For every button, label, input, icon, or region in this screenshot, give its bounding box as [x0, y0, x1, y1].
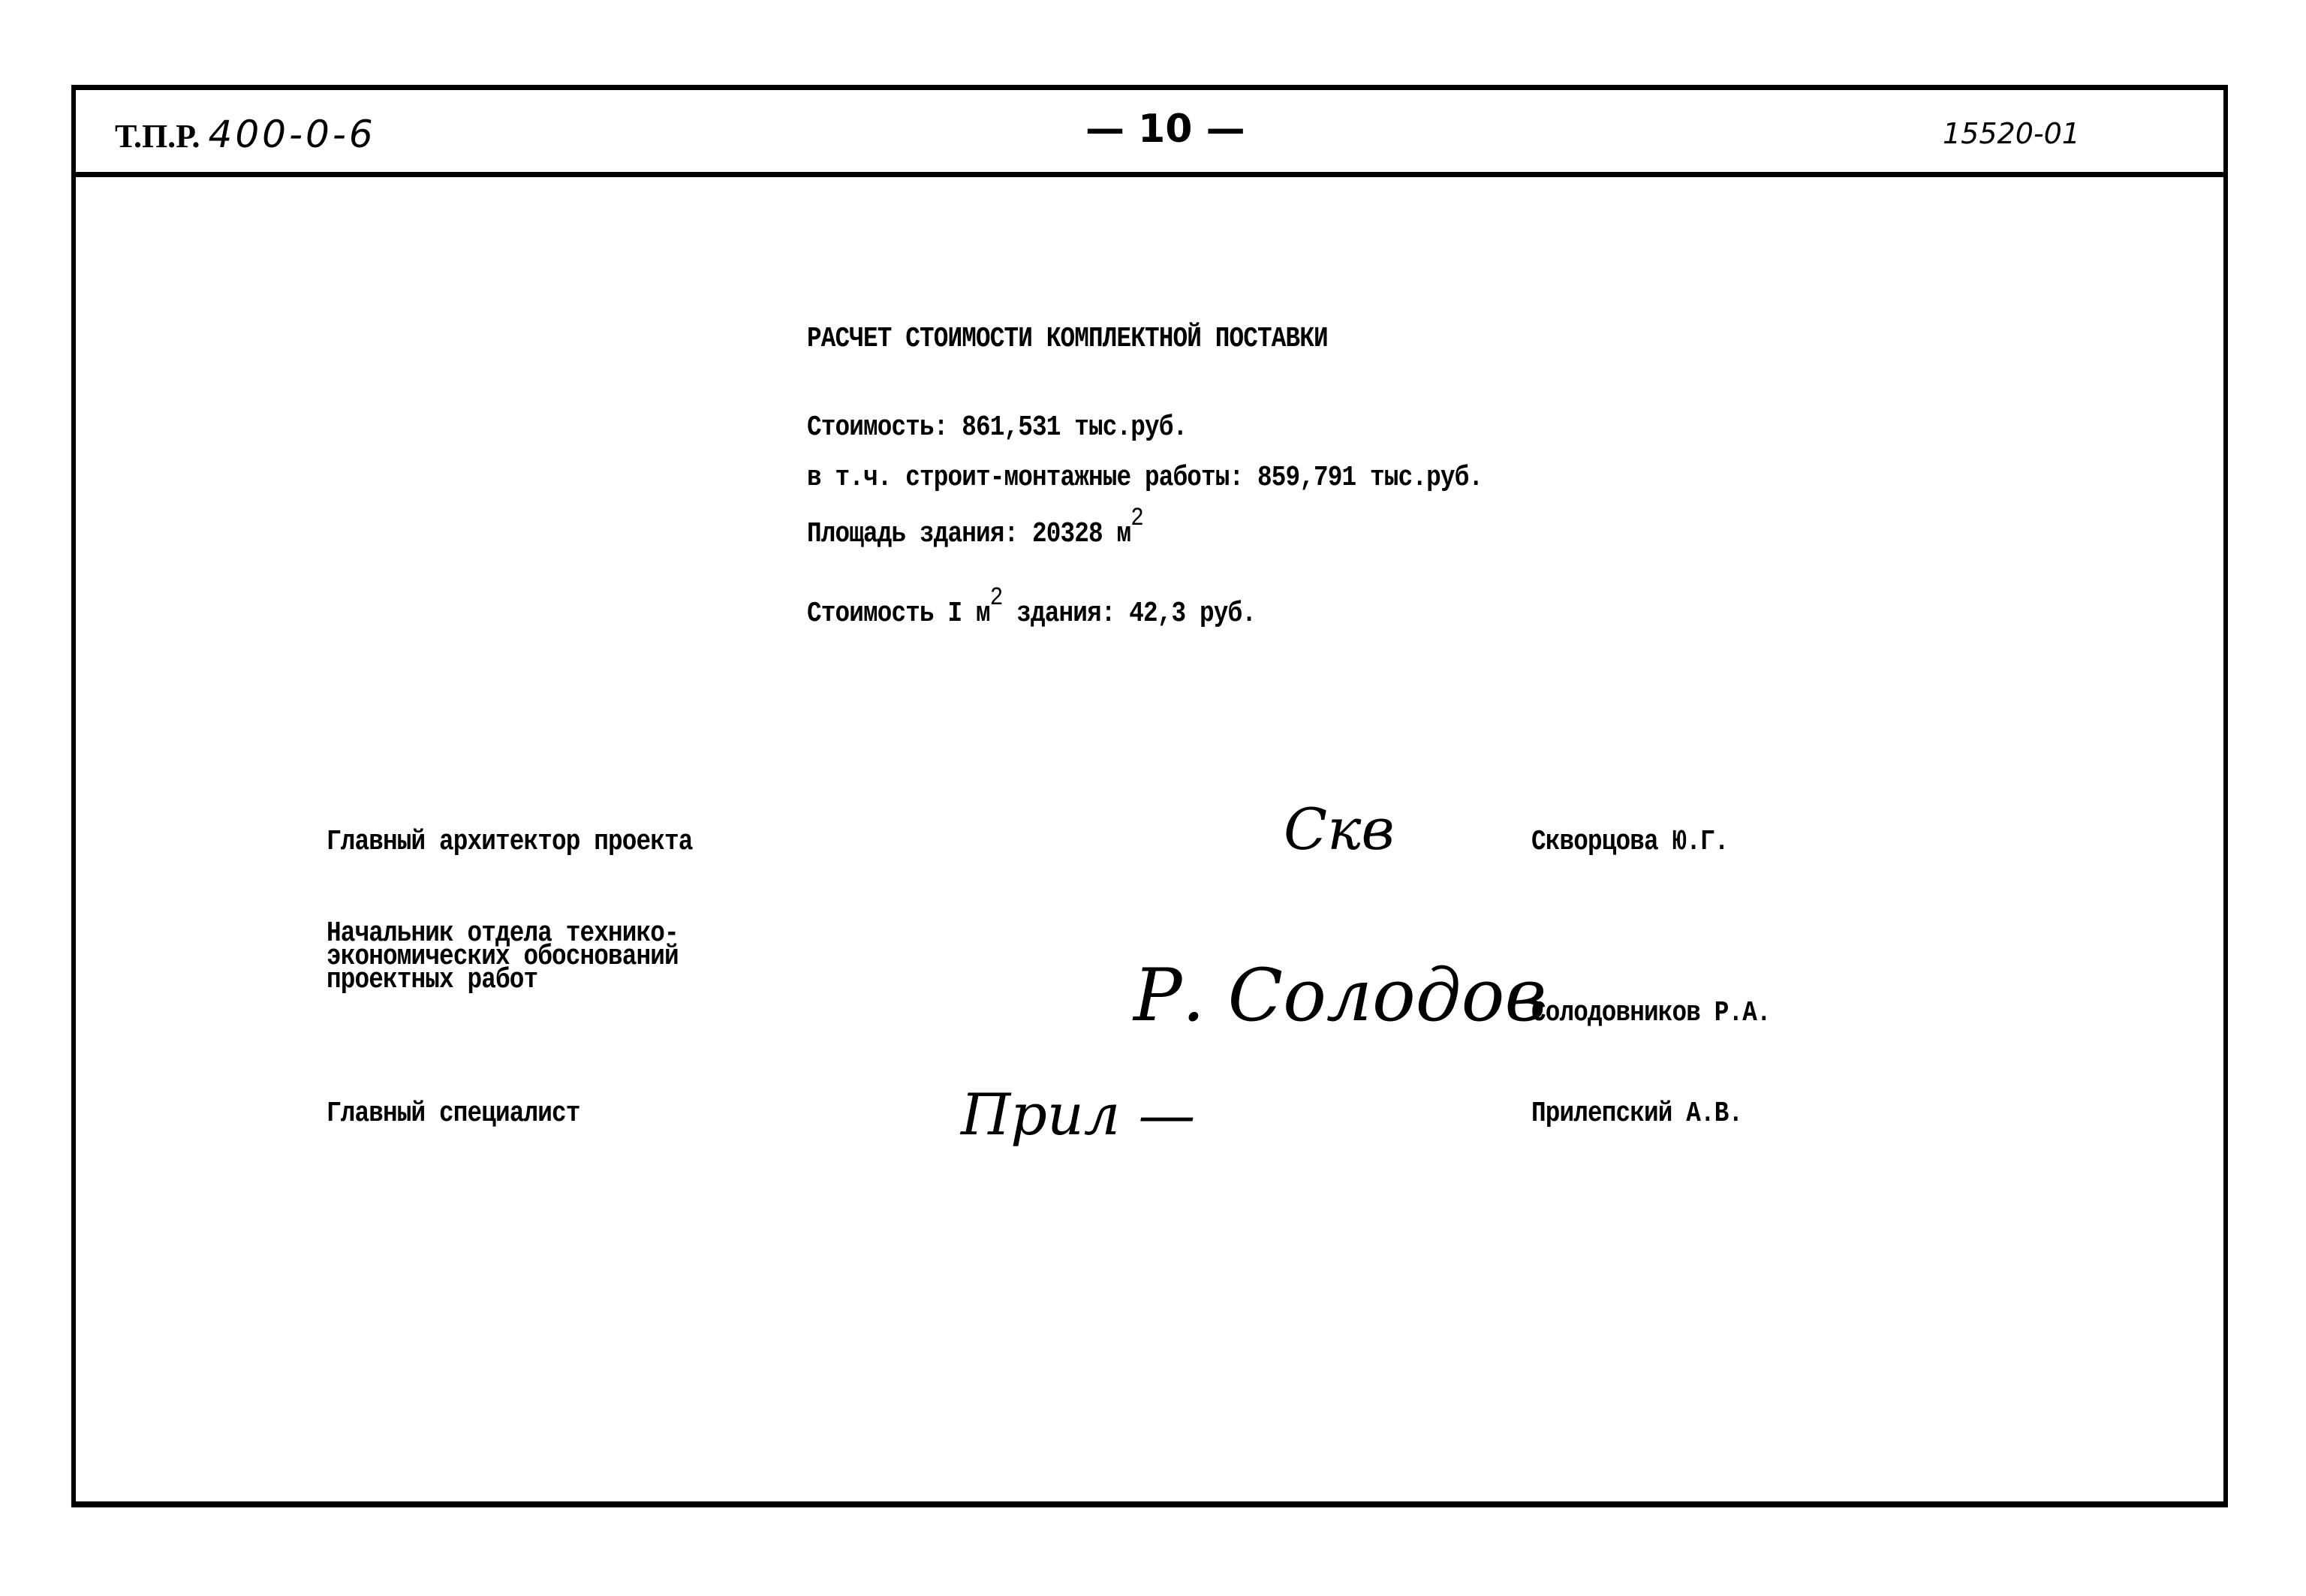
title-block-header: [76, 90, 2223, 177]
building-area-value: 20328 м: [1032, 518, 1131, 550]
sheet-code: 15520-01: [1943, 117, 2080, 150]
signature-2: Р. Солодов: [1133, 953, 1547, 1037]
unit-cost-line: [807, 584, 1256, 630]
signatory-name-2: Солодовников Р.А.: [1531, 997, 1771, 1029]
total-cost-line: [807, 411, 1187, 444]
signatory-position-3: Главный специалист: [327, 1098, 580, 1130]
unit-cost-label-b: здания:: [1016, 598, 1115, 630]
signatory-position-2: [327, 917, 679, 996]
document-title: РАСЧЕТ СТОИМОСТИ КОМПЛЕКТНОЙ ПОСТАВКИ: [807, 323, 1328, 355]
area-superscript: 2: [1130, 504, 1143, 533]
document-prefix: Т.П.Р.: [115, 118, 200, 155]
construction-cost-line: [807, 462, 1483, 494]
signatory-name-3: Прилепский А.В.: [1531, 1098, 1743, 1130]
document-number: 400-0-6: [208, 113, 376, 156]
building-area-line: [807, 504, 1143, 550]
construction-cost-value: 859,791 тыс.руб.: [1257, 462, 1483, 494]
unit-cost-superscript: 2: [989, 584, 1003, 613]
page-frame: [71, 85, 2228, 1507]
signatory-position-2-line-2: экономических обоснований: [327, 941, 679, 973]
signature-3: Прил —: [961, 1081, 1196, 1148]
signatory-name-1: Скворцова Ю.Г.: [1531, 826, 1729, 858]
construction-cost-label: в т.ч. строит-монтажные работы:: [807, 462, 1244, 494]
signature-1: Скв: [1284, 796, 1395, 863]
total-cost-label: Стоимость:: [807, 411, 948, 444]
unit-cost-label-a: Стоимость I м: [807, 598, 990, 630]
page-number: — 10 —: [1085, 107, 1245, 152]
document-code: [115, 113, 376, 156]
total-cost-value: 861,531 тыс.руб.: [962, 411, 1188, 444]
signatory-position-2-line-3: проектных работ: [327, 964, 538, 996]
signatory-position-1: Главный архитектор проекта: [327, 826, 693, 858]
unit-cost-value: 42,3 руб.: [1129, 598, 1257, 630]
signatory-position-2-line-1: Начальник отдела технико-: [327, 917, 679, 950]
building-area-label: Площадь здания:: [807, 518, 1019, 550]
